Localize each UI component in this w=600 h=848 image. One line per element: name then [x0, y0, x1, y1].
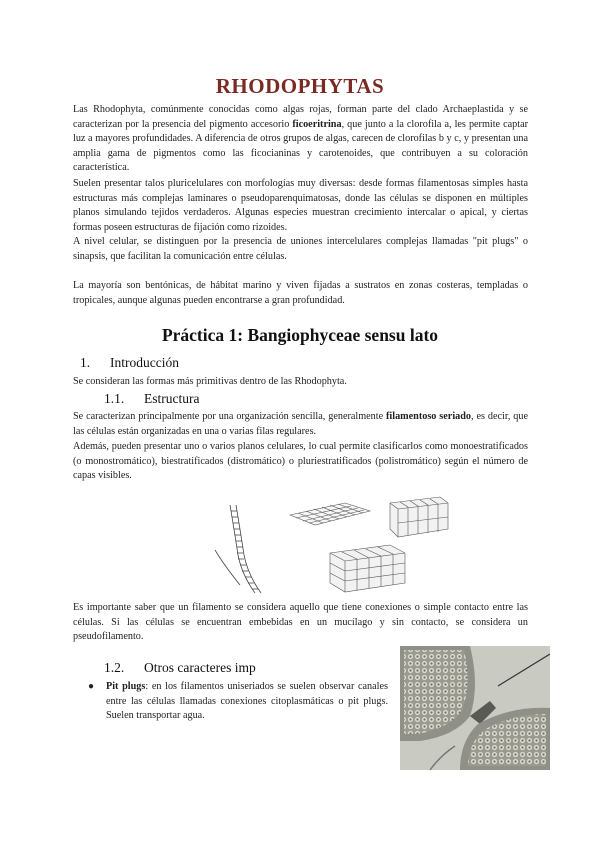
intro-p1-text-cont: , que junto a la clorofila a, les permite captar luz a mayores profundidades. A diferencia de otros grupos de algas, carecen de clorofilas b y c, y presentan una amplia gama de pigmentos como las ficocianinas y carotenoides, que contribuyen a su coloración característica. — [73, 118, 528, 174]
filament-drawing — [215, 505, 261, 593]
intro-paragraph-2: Suelen presentar talos pluricelulares con morfologías muy diversas: desde formas filamentosas simples hasta estructuras más complejas laminares o pseudoparenquimatosas, donde las células se disponen en múltiples planos simulando tejidos verdaderos. Algunas especies muestran crecimiento intercalar o apical, y ciertas formas poseen estructuras de fijación como rizoides. — [73, 178, 528, 233]
structure-p1-text-cont: , es decir, que las células están organizadas en una o varias filas regulares. — [73, 411, 528, 437]
section-title: Estructura — [144, 391, 200, 406]
polystromatic-drawing — [330, 545, 405, 592]
section-title: Otros caracteres imp — [144, 660, 256, 675]
micrograph-photo — [400, 646, 550, 770]
pit-plugs-text: : en los filamentos uniseriados se suelen observar canales entre las células llamadas conexiones citoplasmáticas o pit plugs. Suelen transportar agua. — [106, 681, 388, 722]
structure-paragraph-3: Es importante saber que un filamento se considera aquello que tiene conexiones o simple contacto entre las células. Si las células se encuentran embebidas en un mucílago y sin contacto, se considera un pseudofilamento. — [73, 602, 528, 643]
practica-heading: Práctica 1: Bangiophyceae sensu lato — [161, 325, 439, 345]
structure-paragraph-2: Además, pueden presentar uno o varios planos celulares, lo cual permite clasificarlos como monoestratificados (o monostromático), biestratificados (distromático) o pluriestratificados (polistromático) según el número de capas visibles. — [73, 441, 528, 482]
pit-plugs-term: Pit plugs — [106, 681, 146, 692]
section-number: 1. — [80, 355, 91, 370]
pit-plugs-bullet — [106, 680, 388, 724]
intro-paragraph-1 — [73, 103, 528, 176]
micrograph-image — [400, 646, 550, 770]
section-number: 1.1. — [104, 391, 125, 406]
distromatic-drawing — [390, 497, 448, 537]
section-title: Introducción — [110, 355, 179, 370]
structure-p1-text: Se caracterizan principalmente por una organización sencilla, generalmente — [73, 411, 387, 422]
bullet-dot-icon: ● — [88, 681, 95, 692]
intro-paragraph-3: A nivel celular, se distinguen por la presencia de uniones intercelulares complejas llamadas "pit plugs" o sinapsis, que facilitan la comunicación entre células. — [73, 236, 528, 262]
section-1-2-heading — [104, 660, 256, 676]
monostromatic-drawing — [290, 503, 370, 525]
cell-planes-figure — [210, 495, 450, 595]
document-title: RHODOPHYTAS — [215, 74, 385, 98]
intro-p1-text: Las Rhodophyta, comúnmente conocidas como algas rojas, forman parte del clado Archaeplastida y se caracterizan por la presencia del pigmento accesorio — [73, 104, 528, 130]
structure-paragraph-1 — [73, 410, 528, 439]
section-1-1-heading — [104, 391, 199, 407]
section-number: 1.2. — [104, 660, 125, 675]
intro-paragraph-4: La mayoría son bentónicas, de hábitat marino y viven fijadas a sustratos en zonas costeras, templadas o tropicales, aunque algunas pueden encontrarse a gran profundidad. — [73, 280, 528, 306]
filamentoso-term: filamentoso seriado — [386, 411, 472, 422]
ficoeritrina-term: ficoeritrina — [292, 118, 342, 130]
section-1-heading — [80, 355, 179, 371]
section-1-text: Se consideran las formas más primitivas dentro de las Rhodophyta. — [73, 376, 347, 387]
